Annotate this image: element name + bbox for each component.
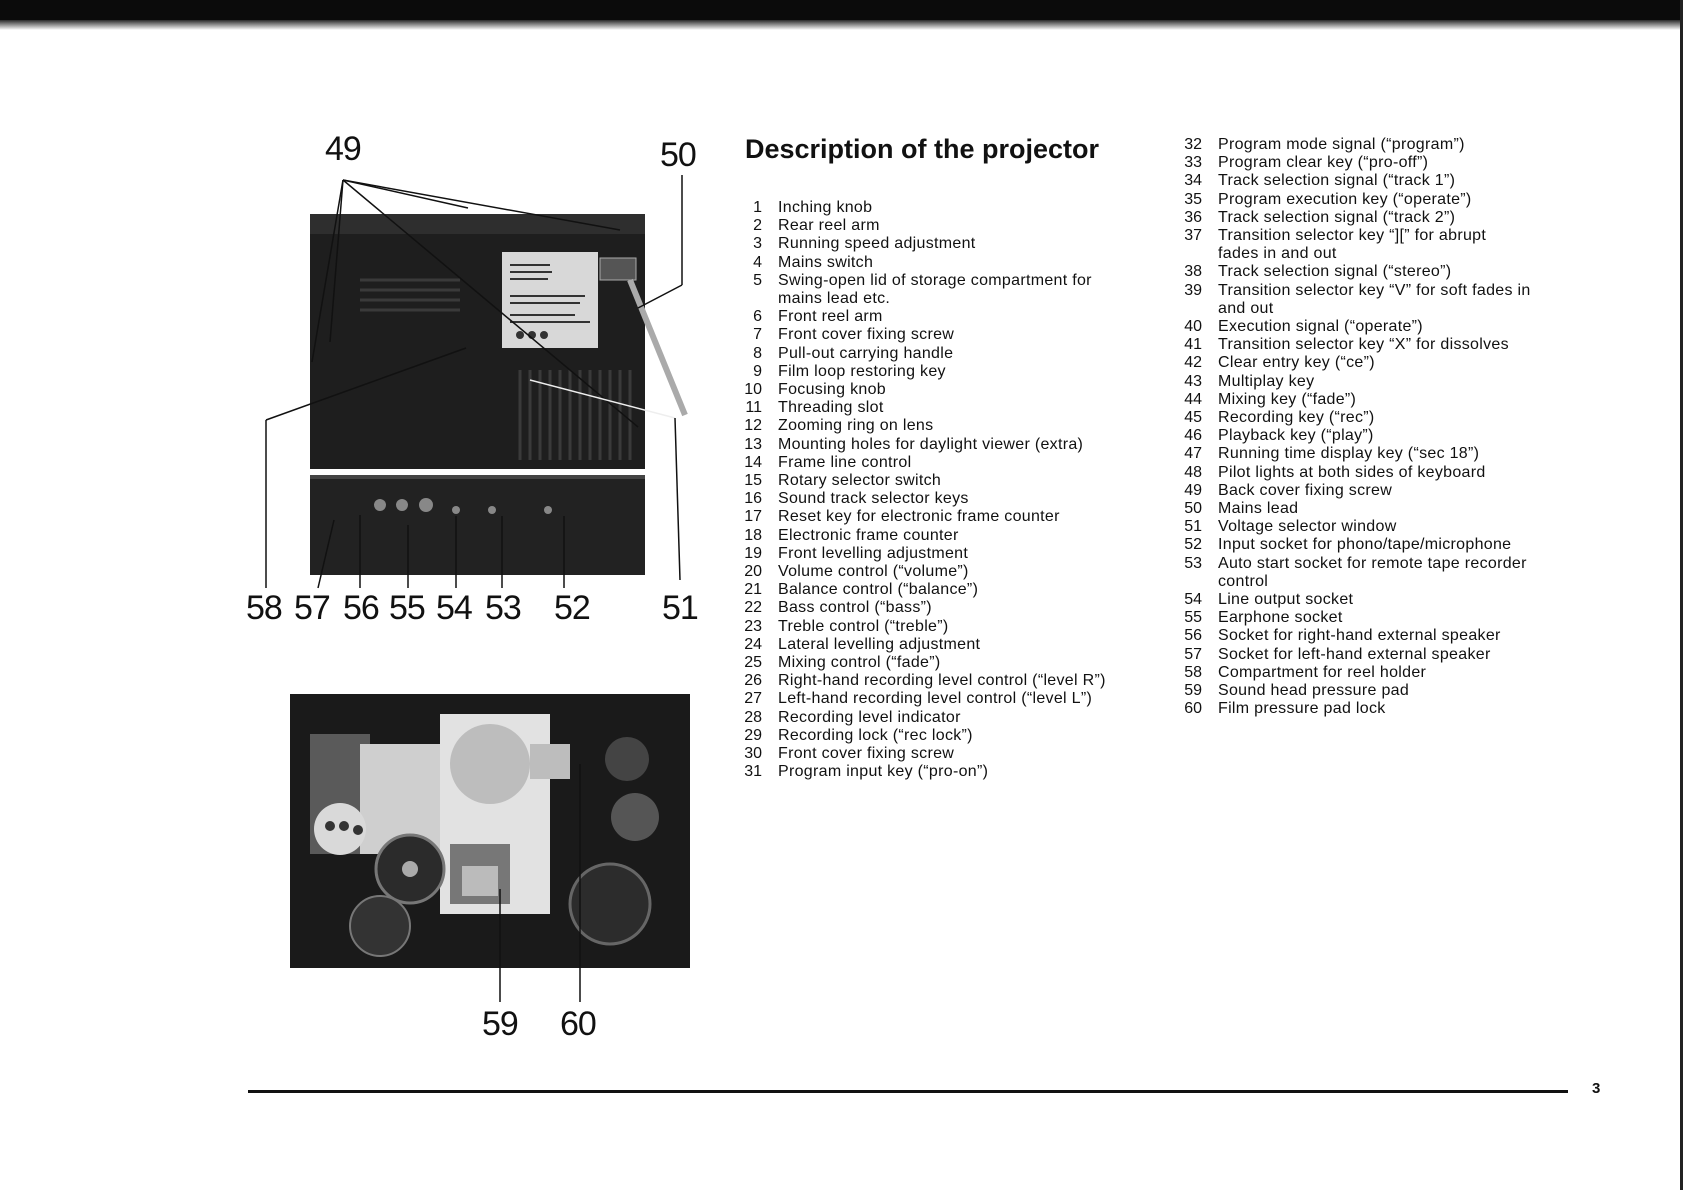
part-label: Swing-open lid of storage compartment for (778, 271, 1092, 289)
part-number: 32 (1184, 136, 1202, 153)
list-item (1180, 573, 1531, 591)
part-label: Treble control (“treble”) (778, 617, 949, 635)
part-number: 48 (1184, 463, 1202, 481)
list-item (740, 563, 1106, 581)
list-item (740, 254, 1106, 272)
list-item (1180, 136, 1531, 154)
callout-53: 53 (485, 589, 521, 627)
callout-54: 54 (436, 589, 472, 627)
list-item (1180, 227, 1531, 245)
list-item (740, 654, 1106, 672)
part-label: Track selection signal (“track 1”) (1218, 172, 1456, 190)
part-label: Balance control (“balance”) (778, 581, 979, 599)
list-item (740, 527, 1106, 545)
part-label: Back cover fixing screw (1218, 481, 1393, 499)
part-label: Sound head pressure pad (1218, 682, 1410, 700)
part-number: 20 (744, 563, 762, 581)
list-item (740, 417, 1106, 435)
part-number: 22 (744, 599, 762, 617)
callout-55: 55 (389, 589, 425, 627)
part-label: Mains switch (778, 253, 874, 271)
part-label: Track selection signal (“track 2”) (1218, 208, 1456, 226)
list-item (740, 727, 1106, 745)
part-label: Pull-out carrying handle (778, 344, 954, 362)
part-number: 8 (753, 344, 762, 362)
list-item (1180, 172, 1531, 190)
part-label: Track selection signal (“stereo”) (1218, 263, 1452, 281)
part-number: 42 (1184, 354, 1202, 372)
callout-51: 51 (662, 589, 698, 627)
list-item (1180, 646, 1531, 664)
part-label: Recording level indicator (778, 708, 961, 726)
part-label: Program clear key (“pro-off”) (1218, 154, 1429, 172)
part-number: 58 (1184, 663, 1202, 681)
list-item (740, 308, 1106, 326)
list-item (740, 672, 1106, 690)
callout-59: 59 (482, 1005, 518, 1043)
part-label: Mixing key (“fade”) (1218, 390, 1357, 408)
list-item (740, 272, 1106, 290)
part-label: Electronic frame counter (778, 526, 959, 544)
list-item (740, 217, 1106, 235)
part-number: 5 (753, 271, 762, 289)
part-label: Line output socket (1218, 591, 1354, 609)
part-label: Compartment for reel holder (1218, 663, 1427, 681)
callout-57: 57 (294, 589, 330, 627)
part-label: Threading slot (778, 399, 884, 417)
part-label: Volume control (“volume”) (778, 563, 969, 581)
part-label: Pilot lights at both sides of keyboard (1218, 463, 1486, 481)
part-label: Program input key (“pro-on”) (778, 763, 989, 781)
part-number: 13 (744, 435, 762, 453)
part-number: 54 (1184, 591, 1202, 609)
part-label: Zooming ring on lens (778, 417, 934, 435)
part-number: 55 (1184, 609, 1202, 627)
list-item (1180, 354, 1531, 372)
part-label: Voltage selector window (1218, 518, 1397, 536)
list-item (1180, 427, 1531, 445)
part-number: 23 (744, 617, 762, 635)
list-item (1180, 482, 1531, 500)
part-number: 43 (1184, 372, 1202, 390)
list-item (740, 636, 1106, 654)
part-label: Transition selector key “][” for abrupt (1218, 227, 1487, 245)
list-item (740, 618, 1106, 636)
part-label: Mains lead (1218, 500, 1299, 518)
part-number: 56 (1184, 627, 1202, 645)
part-label: Execution signal (“operate”) (1218, 318, 1423, 336)
part-label: Multiplay key (1218, 372, 1315, 390)
part-number: 45 (1184, 409, 1202, 427)
list-item (1180, 536, 1531, 554)
part-number: 3 (753, 235, 762, 253)
part-label: fades in and out (1218, 245, 1337, 263)
part-label: Socket for left-hand external speaker (1218, 645, 1491, 663)
part-number: 38 (1184, 263, 1202, 281)
part-number: 59 (1184, 682, 1202, 700)
list-item (1180, 464, 1531, 482)
part-number: 41 (1184, 336, 1202, 354)
part-label: and out (1218, 299, 1274, 317)
list-item (740, 763, 1106, 781)
part-number: 6 (753, 308, 762, 326)
part-label: Front levelling adjustment (778, 544, 969, 562)
part-number: 50 (1184, 500, 1202, 518)
part-number: 27 (744, 690, 762, 708)
part-number: 53 (1184, 554, 1202, 572)
list-item (1180, 263, 1531, 281)
part-label: Mixing control (“fade”) (778, 654, 941, 672)
part-label: Transition selector key “X” for dissolves (1218, 336, 1509, 354)
part-number: 51 (1184, 518, 1202, 536)
callout-56: 56 (343, 589, 379, 627)
part-number: 46 (1184, 427, 1202, 445)
part-number: 10 (744, 381, 762, 399)
part-label: Inching knob (778, 199, 873, 216)
list-item (740, 199, 1106, 217)
list-item (740, 454, 1106, 472)
part-label: Reset key for electronic frame counter (778, 508, 1060, 526)
part-number: 15 (744, 472, 762, 490)
list-item (740, 709, 1106, 727)
list-item (1180, 318, 1531, 336)
part-label: Socket for right-hand external speaker (1218, 627, 1501, 645)
list-item (740, 326, 1106, 344)
page-title: Description of the projector (745, 134, 1100, 164)
part-number: 44 (1184, 390, 1202, 408)
list-item (1180, 336, 1531, 354)
part-number: 36 (1184, 208, 1202, 226)
part-number: 30 (744, 745, 762, 763)
part-label: Bass control (“bass”) (778, 599, 932, 617)
part-label: Transition selector key “V” for soft fades in (1218, 281, 1531, 299)
part-label: Program mode signal (“program”) (1218, 136, 1465, 153)
part-number: 31 (744, 763, 762, 781)
part-number: 25 (744, 654, 762, 672)
part-label: Film loop restoring key (778, 362, 946, 380)
list-item (740, 745, 1106, 763)
list-item (740, 381, 1106, 399)
part-number: 2 (753, 217, 762, 235)
list-item (1180, 518, 1531, 536)
part-number: 47 (1184, 445, 1202, 463)
list-item (1180, 500, 1531, 518)
rear-view-photo (230, 130, 710, 650)
part-number: 57 (1184, 645, 1202, 663)
part-number: 40 (1184, 318, 1202, 336)
part-number: 17 (744, 508, 762, 526)
list-item (1180, 609, 1531, 627)
part-label: Running speed adjustment (778, 235, 976, 253)
part-number: 33 (1184, 154, 1202, 172)
list-item (1180, 154, 1531, 172)
part-label: Rotary selector switch (778, 472, 942, 490)
list-item (1180, 627, 1531, 645)
list-item (740, 363, 1106, 381)
part-label: Mounting holes for daylight viewer (extra) (778, 435, 1084, 453)
part-label: Front reel arm (778, 308, 883, 326)
list-item (1180, 445, 1531, 463)
list-item (740, 508, 1106, 526)
part-number: 18 (744, 526, 762, 544)
part-number: 12 (744, 417, 762, 435)
part-number: 26 (744, 672, 762, 690)
list-item (740, 436, 1106, 454)
part-number: 9 (753, 362, 762, 380)
list-item (1180, 700, 1531, 718)
part-number: 1 (753, 199, 762, 216)
list-item (1180, 209, 1531, 227)
list-item (1180, 591, 1531, 609)
list-item (740, 235, 1106, 253)
parts-list-left (740, 199, 1106, 782)
part-number: 14 (744, 453, 762, 471)
list-item (740, 599, 1106, 617)
list-item (1180, 682, 1531, 700)
list-item (1180, 391, 1531, 409)
part-number: 29 (744, 726, 762, 744)
part-label: Focusing knob (778, 381, 886, 399)
part-label: Playback key (“play”) (1218, 427, 1374, 445)
part-label: Front cover fixing screw (778, 326, 955, 344)
part-number: 21 (744, 581, 762, 599)
part-number: 60 (1184, 700, 1202, 718)
part-label: Front cover fixing screw (778, 745, 955, 763)
list-item (740, 690, 1106, 708)
callout-58: 58 (246, 589, 282, 627)
scan-top-border (0, 0, 1683, 20)
part-number: 39 (1184, 281, 1202, 299)
list-item (1180, 300, 1531, 318)
part-label: Sound track selector keys (778, 490, 969, 508)
part-label: Earphone socket (1218, 609, 1343, 627)
list-item (1180, 409, 1531, 427)
callout-49: 49 (325, 130, 361, 168)
part-number: 37 (1184, 227, 1202, 245)
part-label: Input socket for phono/tape/microphone (1218, 536, 1512, 554)
part-label: Recording lock (“rec lock”) (778, 726, 973, 744)
list-item (1180, 245, 1531, 263)
part-number: 19 (744, 544, 762, 562)
part-number: 4 (753, 253, 762, 271)
part-label: Film pressure pad lock (1218, 700, 1386, 718)
part-number: 52 (1184, 536, 1202, 554)
film-gate-photo (290, 694, 690, 1004)
list-item (740, 345, 1106, 363)
part-label: Lateral levelling adjustment (778, 635, 981, 653)
list-item (740, 545, 1106, 563)
parts-list-right (1180, 136, 1531, 719)
part-number: 35 (1184, 190, 1202, 208)
part-label: Frame line control (778, 453, 912, 471)
part-label: Program execution key (“operate”) (1218, 190, 1472, 208)
list-item (1180, 664, 1531, 682)
part-number: 28 (744, 708, 762, 726)
list-item (1180, 373, 1531, 391)
list-item (740, 490, 1106, 508)
part-label: control (1218, 572, 1269, 590)
part-label: Rear reel arm (778, 217, 880, 235)
list-item (740, 581, 1106, 599)
part-label: Clear entry key (“ce”) (1218, 354, 1375, 372)
callout-52: 52 (554, 589, 590, 627)
part-label: Left-hand recording level control (“level L”) (778, 690, 1093, 708)
part-label: mains lead etc. (778, 290, 891, 308)
list-item (740, 399, 1106, 417)
part-number: 16 (744, 490, 762, 508)
list-item (1180, 282, 1531, 300)
list-item (1180, 555, 1531, 573)
footer-rule (248, 1090, 1568, 1093)
part-number: 24 (744, 635, 762, 653)
part-number: 11 (745, 399, 762, 417)
part-label: Auto start socket for remote tape recorder (1218, 554, 1527, 572)
part-label: Recording key (“rec”) (1218, 409, 1375, 427)
part-number: 34 (1184, 172, 1202, 190)
list-item (740, 472, 1106, 490)
part-label: Right-hand recording level control (“level R”) (778, 672, 1106, 690)
part-number: 49 (1184, 481, 1202, 499)
list-item (740, 290, 1106, 308)
part-label: Running time display key (“sec 18”) (1218, 445, 1480, 463)
page-number: 3 (1592, 1080, 1601, 1097)
callout-50: 50 (660, 136, 696, 174)
part-number: 7 (753, 326, 762, 344)
list-item (1180, 191, 1531, 209)
callout-60: 60 (560, 1005, 596, 1043)
scan-top-shadow (0, 20, 1683, 30)
